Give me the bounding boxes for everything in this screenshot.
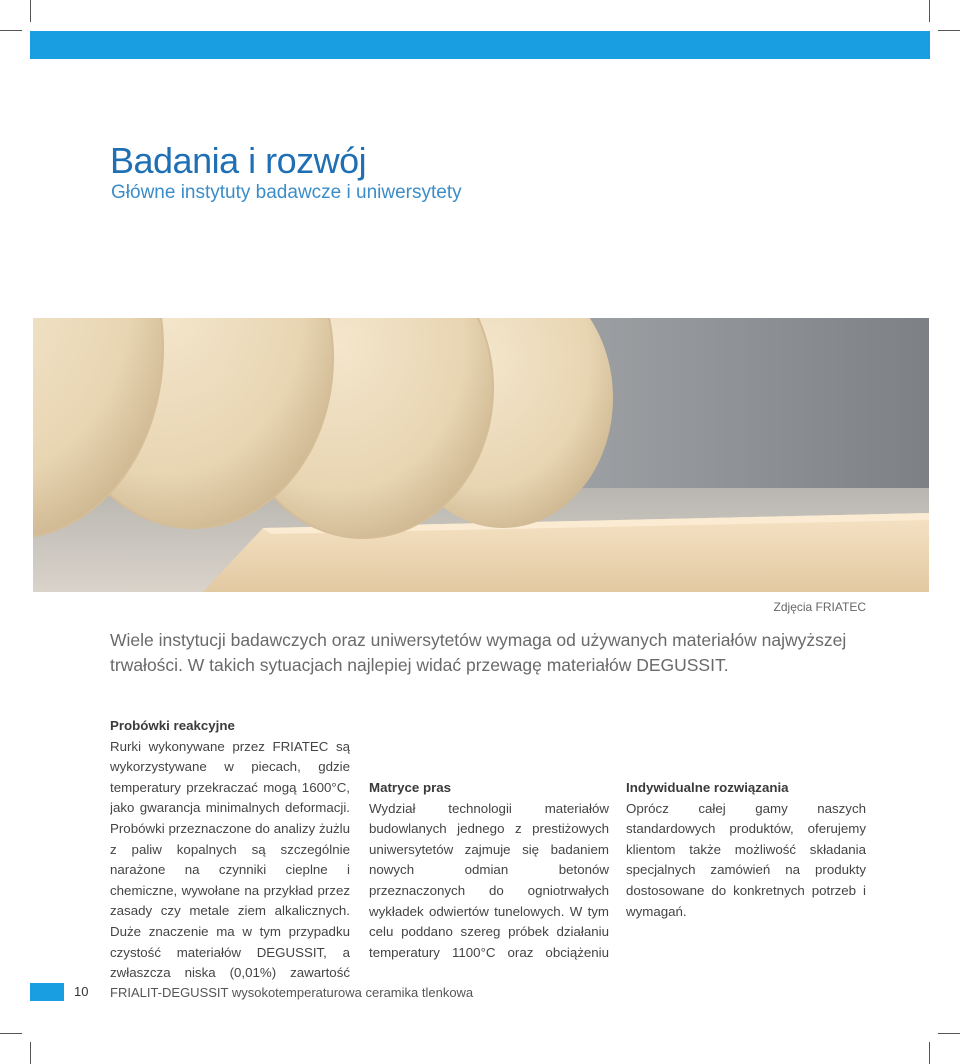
page-number: 10	[74, 984, 89, 999]
text-column	[626, 716, 866, 922]
page-subtitle: Główne instytuty badawcze i uniwersytety	[111, 182, 462, 203]
photo-credit: Zdjęcia FRIATEC	[773, 600, 866, 614]
section-heading: Matryce pras	[369, 780, 452, 795]
crop-mark	[938, 1033, 960, 1034]
intro-paragraph: Wiele instytucji badawczych oraz uniwersytetów wymaga od używanych materiałów najwyższej trwałości. W takich sytuacjach najlepiej widać przewagę materiałów DEGUSSIT.	[110, 630, 847, 675]
page-title: Badania i rozwój	[110, 140, 367, 181]
crop-mark	[30, 0, 31, 22]
crop-mark	[929, 1042, 930, 1064]
footer-color-block	[30, 983, 64, 1001]
crop-mark	[0, 1033, 22, 1034]
ceramic-discs-photo	[33, 318, 929, 592]
crop-mark	[938, 30, 960, 31]
crop-mark	[0, 30, 22, 31]
section-body: Oprócz całej gamy naszych standardowych produktów, oferujemy klientom także możliwość składania specjalnych zamówień na produkty dostosowane do konkretnych potrzeb i wymagań.	[626, 800, 866, 919]
section-heading: Indywidualne rozwiązania	[626, 780, 789, 795]
section-body: Rurki wykonywane przez FRIATEC są wykorzystywane w piecach, gdzie temperatury przekraczać mogą 1600°C, jako gwarancja minimalnych deformacji. Probówki przeznaczone do analizy żużlu z paliw kopalnych są szczególnie narażone na czynniki cieplne i chemiczne, wywołane na przykład przez zasady czy metale ziem alkalicznych. Duże znaczenie ma w tym przypadku czystość materiałów DEGUSSIT, a zwłaszcza niska (0,01%) zawartość	[110, 738, 350, 981]
header-color-bar	[30, 31, 930, 59]
ceramic-discs-illustration	[33, 318, 929, 592]
crop-mark	[30, 1042, 31, 1064]
footer-title: FRIALIT-DEGUSSIT wysokotemperaturowa ceramika tlenkowa	[110, 985, 474, 1000]
crop-mark	[929, 0, 930, 22]
text-column	[369, 716, 609, 965]
section-body: Wydział technologii materiałów budowlanych jednego z prestiżowych uniwersytetów zajmuje się badaniem nowych odmian betonów przeznaczonych do ogniotrwałych wykładek odwiertów tunelowych. W tym celu poddano szereg próbek działaniu temperatury 1100°C oraz obciążeniu	[369, 800, 609, 960]
text-column	[110, 716, 350, 985]
section-heading: Probówki reakcyjne	[110, 718, 235, 733]
